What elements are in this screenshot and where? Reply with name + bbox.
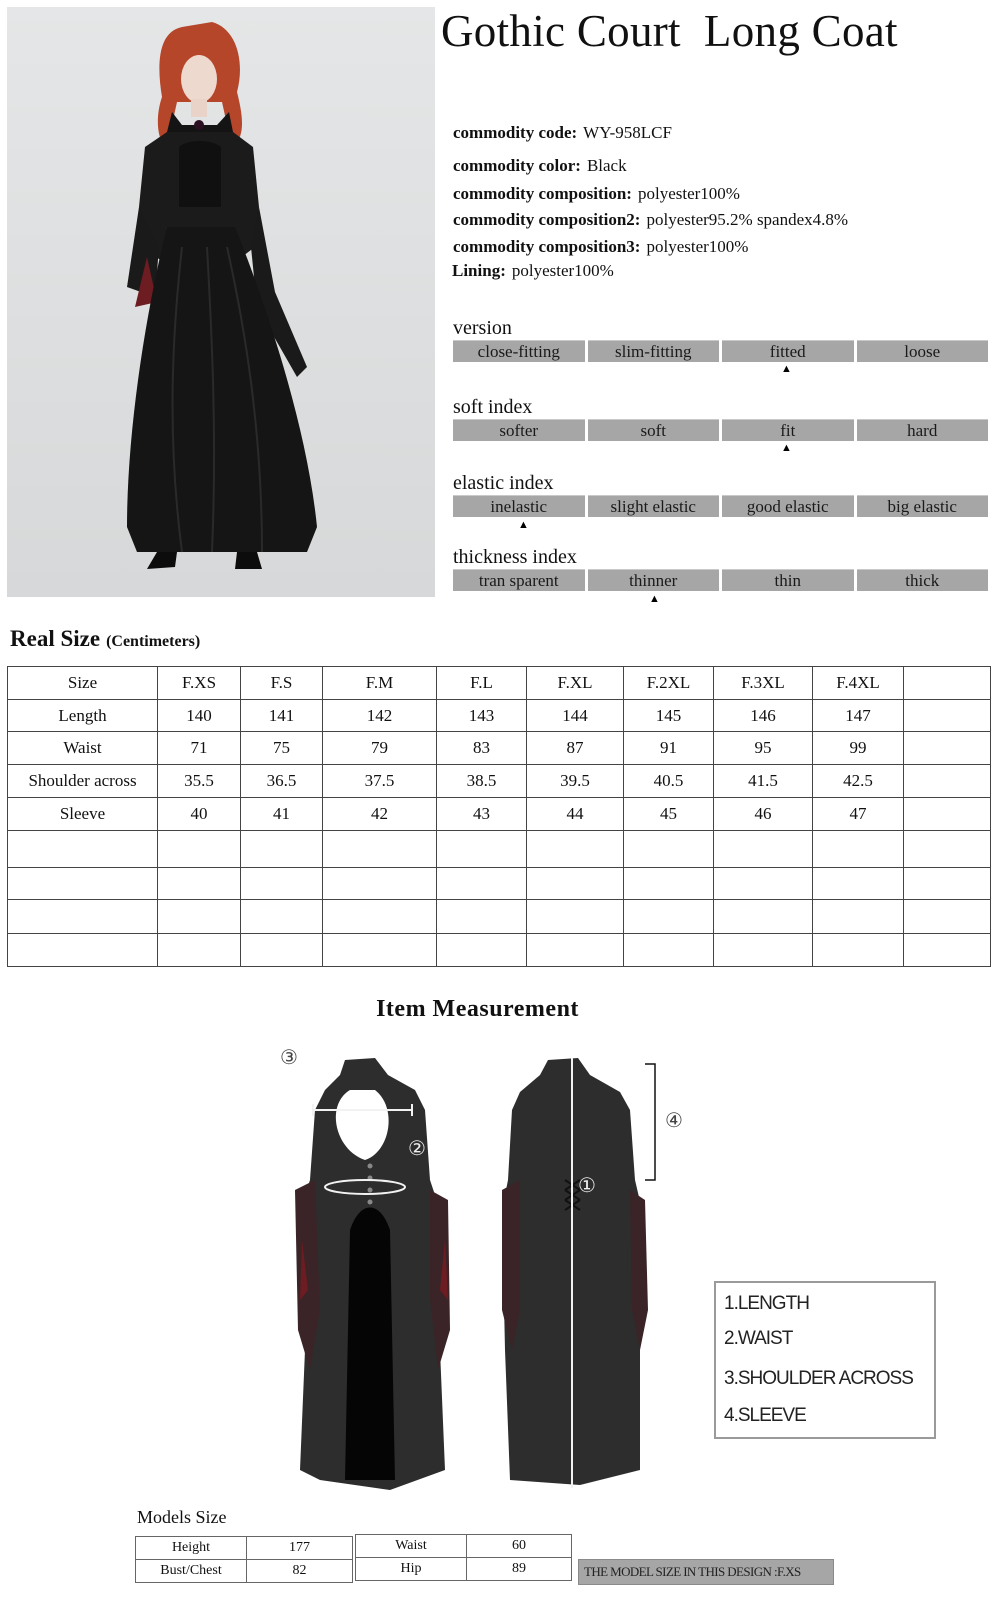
sleeve-bracket [645, 1064, 655, 1180]
table-cell: 145 [624, 700, 714, 732]
legend-length: 1.LENGTH [724, 1293, 809, 1314]
table-cell [158, 900, 241, 934]
table-cell [904, 868, 991, 900]
table-cell [437, 934, 527, 967]
thickness-index [453, 546, 988, 605]
table-cell: 36.5 [241, 765, 323, 798]
table-header-cell: F.M [323, 667, 437, 700]
index-option-selected: fitted [722, 340, 854, 362]
index-option-selected: fit [722, 419, 854, 441]
legend-waist: 2.WAIST [724, 1328, 793, 1349]
index-bar [453, 495, 988, 517]
table-cell: 83 [437, 732, 527, 765]
index-option-selected: thinner [588, 569, 720, 591]
table-cell [241, 934, 323, 967]
table-row [136, 1560, 353, 1583]
table-cell [437, 868, 527, 900]
table-row-empty [8, 900, 991, 934]
table-cell: 47 [813, 798, 904, 831]
triangle-up-icon: ▲ [781, 363, 792, 375]
table-cell [813, 868, 904, 900]
table-cell [624, 868, 714, 900]
model-size-note: THE MODEL SIZE IN THIS DESIGN :F.XS [578, 1559, 834, 1585]
table-cell [904, 765, 991, 798]
index-label: thickness index [453, 546, 577, 568]
table-header-cell: F.3XL [714, 667, 813, 700]
spec-value: polyester95.2% spandex4.8% [646, 210, 849, 229]
table-cell: Length [8, 700, 158, 732]
table-cell: 38.5 [437, 765, 527, 798]
table-cell [8, 934, 158, 967]
triangle-up-icon: ▲ [649, 593, 660, 605]
table-header-cell: F.XL [527, 667, 624, 700]
table-cell: 35.5 [158, 765, 241, 798]
table-cell [813, 900, 904, 934]
table-row-empty [8, 831, 991, 868]
table-cell: 89 [467, 1558, 572, 1581]
table-cell: Sleeve [8, 798, 158, 831]
table-header-cell: F.S [241, 667, 323, 700]
spec-value: Black [586, 156, 627, 175]
item-measurement-title: Item Measurement [376, 996, 579, 1022]
index-option: thin [722, 569, 854, 591]
spec-label: commodity composition3: [453, 237, 641, 256]
table-header-cell [904, 667, 991, 700]
table-cell: 37.5 [323, 765, 437, 798]
index-bar [453, 340, 988, 362]
index-option-selected: inelastic [453, 495, 585, 517]
table-header-cell: F.L [437, 667, 527, 700]
index-label: soft index [453, 396, 533, 418]
table-cell: 40 [158, 798, 241, 831]
table-cell [8, 900, 158, 934]
table-cell: 41 [241, 798, 323, 831]
index-option: tran sparent [453, 569, 585, 591]
size-chart-table [7, 666, 991, 967]
table-cell [323, 934, 437, 967]
table-cell: 79 [323, 732, 437, 765]
table-cell: 177 [247, 1537, 353, 1560]
table-cell [437, 831, 527, 868]
table-cell: 43 [437, 798, 527, 831]
index-option: big elastic [857, 495, 989, 517]
table-cell: 71 [158, 732, 241, 765]
table-cell [323, 900, 437, 934]
table-cell: 140 [158, 700, 241, 732]
legend-sleeve: 4.SLEEVE [724, 1405, 806, 1426]
table-cell: 143 [437, 700, 527, 732]
spec-label: commodity code: [453, 123, 578, 142]
triangle-up-icon: ▲ [518, 519, 529, 531]
marker-length: ① [578, 1173, 596, 1197]
table-cell [323, 868, 437, 900]
table-cell: 75 [241, 732, 323, 765]
index-option: loose [857, 340, 989, 362]
table-cell: 147 [813, 700, 904, 732]
table-cell: 141 [241, 700, 323, 732]
index-option: close-fitting [453, 340, 585, 362]
table-cell [8, 831, 158, 868]
spec-label: commodity composition: [453, 184, 632, 203]
table-cell [158, 868, 241, 900]
spec-label: Lining: [452, 261, 506, 280]
spec-composition [453, 184, 740, 204]
real-size-title: Real Size [10, 626, 101, 651]
table-cell [904, 798, 991, 831]
version-index [453, 317, 988, 375]
table-cell [437, 900, 527, 934]
table-cell [527, 934, 624, 967]
spec-value: WY-958LCF [583, 123, 672, 142]
table-cell [904, 732, 991, 765]
table-cell [158, 934, 241, 967]
product-title: Gothic Court Long Coat [441, 6, 898, 56]
marker-waist: ② [408, 1136, 426, 1160]
table-cell [241, 900, 323, 934]
index-option: good elastic [722, 495, 854, 517]
table-cell [813, 831, 904, 868]
table-cell: 41.5 [714, 765, 813, 798]
table-header-cell: Size [8, 667, 158, 700]
table-cell: 142 [323, 700, 437, 732]
spec-label: commodity color: [453, 156, 581, 175]
table-cell [323, 831, 437, 868]
spec-value: polyester100% [646, 237, 749, 256]
index-bar [453, 419, 988, 441]
spec-value: polyester100% [511, 261, 614, 280]
spec-composition2 [453, 210, 848, 230]
spec-commodity-code [453, 123, 672, 143]
coat-front [295, 1058, 450, 1490]
table-cell [714, 900, 813, 934]
table-cell [527, 831, 624, 868]
marker-sleeve: ④ [665, 1108, 683, 1132]
index-option: hard [857, 419, 989, 441]
measurement-legend [714, 1281, 936, 1439]
table-cell: Height [136, 1537, 247, 1560]
table-cell [904, 900, 991, 934]
table-cell: 146 [714, 700, 813, 732]
table-cell: 46 [714, 798, 813, 831]
table-cell [904, 831, 991, 868]
index-bar [453, 569, 988, 591]
product-photo [7, 7, 435, 597]
table-cell: 144 [527, 700, 624, 732]
table-cell [8, 868, 158, 900]
table-cell: Shoulder across [8, 765, 158, 798]
spec-lining [452, 261, 614, 281]
table-cell: 42 [323, 798, 437, 831]
index-label: version [453, 317, 512, 339]
elastic-index [453, 472, 988, 531]
soft-index [453, 396, 988, 454]
table-row-empty [8, 868, 991, 900]
table-cell: 99 [813, 732, 904, 765]
table-row-shoulder [8, 765, 991, 798]
table-cell [527, 900, 624, 934]
table-cell [813, 934, 904, 967]
table-cell [714, 868, 813, 900]
table-cell: Hip [356, 1558, 467, 1581]
table-row-empty [8, 934, 991, 967]
index-option: slight elastic [588, 495, 720, 517]
index-option: slim-fitting [588, 340, 720, 362]
table-row-length [8, 700, 991, 732]
table-cell: 39.5 [527, 765, 624, 798]
table-cell: 91 [624, 732, 714, 765]
triangle-up-icon: ▲ [781, 442, 792, 454]
marker-shoulder: ③ [280, 1045, 298, 1069]
table-cell [714, 831, 813, 868]
spec-value: polyester100% [637, 184, 740, 203]
table-cell [241, 831, 323, 868]
table-row [136, 1537, 353, 1560]
table-cell: Waist [8, 732, 158, 765]
models-size-title: Models Size [137, 1507, 227, 1527]
index-option: softer [453, 419, 585, 441]
table-cell: 95 [714, 732, 813, 765]
table-cell [624, 831, 714, 868]
index-label: elastic index [453, 472, 554, 494]
coat-front-back-illustration [280, 1050, 710, 1490]
real-size-unit: (Centimeters) [106, 633, 201, 650]
table-cell [624, 900, 714, 934]
table-row-sleeve [8, 798, 991, 831]
table-cell: Bust/Chest [136, 1560, 247, 1583]
spec-composition3 [453, 237, 748, 257]
table-header-cell: F.XS [158, 667, 241, 700]
table-cell: 45 [624, 798, 714, 831]
table-cell [527, 868, 624, 900]
table-cell [241, 868, 323, 900]
model-wearing-coat-image [7, 7, 435, 597]
table-cell [904, 934, 991, 967]
table-cell: 44 [527, 798, 624, 831]
table-cell: 40.5 [624, 765, 714, 798]
measurement-diagram [280, 1045, 710, 1490]
spec-commodity-color [453, 156, 627, 176]
table-cell [904, 700, 991, 732]
table-cell: 82 [247, 1560, 353, 1583]
table-cell: 87 [527, 732, 624, 765]
legend-shoulder: 3.SHOULDER ACROSS [724, 1368, 913, 1389]
table-row [356, 1535, 572, 1558]
table-cell: 42.5 [813, 765, 904, 798]
index-option: soft [588, 419, 720, 441]
coat-back [502, 1058, 648, 1488]
real-size-heading [10, 626, 200, 652]
models-size-table-left [135, 1536, 353, 1583]
table-header-row [8, 667, 991, 700]
table-cell [714, 934, 813, 967]
table-cell [158, 831, 241, 868]
models-size-table-right [355, 1534, 572, 1581]
table-header-cell: F.2XL [624, 667, 714, 700]
table-cell: Waist [356, 1535, 467, 1558]
table-cell [624, 934, 714, 967]
table-row [356, 1558, 572, 1581]
index-option: thick [857, 569, 989, 591]
table-cell: 60 [467, 1535, 572, 1558]
table-header-cell: F.4XL [813, 667, 904, 700]
table-row-waist [8, 732, 991, 765]
spec-label: commodity composition2: [453, 210, 641, 229]
